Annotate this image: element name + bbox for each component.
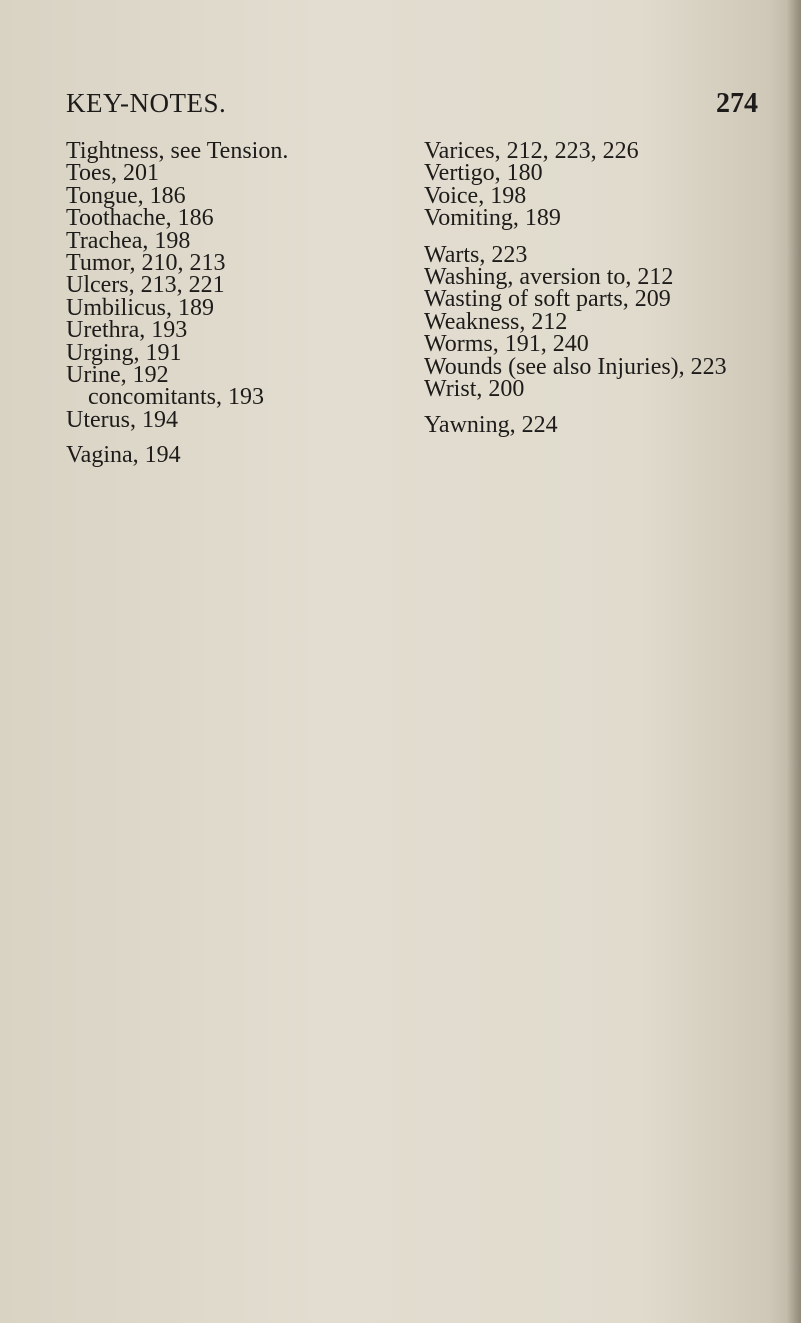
index-entry: Warts, 223 [424,241,528,268]
index-entry: Tongue, 186 [66,182,186,209]
index-entry: Uterus, 194 [66,406,178,433]
index-entry: Washing, aversion to, 212 [424,263,674,290]
running-head [66,88,758,124]
page-edge-shadow [787,0,801,1323]
index-entry: Toes, 201 [66,160,159,187]
page-number: 274 [716,88,758,119]
index-entry: Worms, 191, 240 [424,331,589,358]
index-entry: Vagina, 194 [66,442,181,469]
index-column-left [66,138,366,469]
index-entry: Vertigo, 180 [424,160,543,187]
index-entry: Umbilicus, 189 [66,294,214,321]
index-entry: Tumor, 210, 213 [66,249,226,276]
index-entry: Toothache, 186 [66,205,214,232]
index-entry: Voice, 198 [424,182,527,209]
index-entry: Ulcers, 213, 221 [66,272,225,299]
index-column-right [424,140,764,437]
index-subentry: concomitants, 193 [88,384,264,411]
index-entry: Wasting of soft parts, 209 [424,286,671,313]
index-entry: Weakness, 212 [424,308,568,335]
index-entry: Tightness, see Tension. [66,138,289,164]
index-entry: Urethra, 193 [66,317,188,344]
index-entry: Vomiting, 189 [424,205,561,232]
index-entry: Wrist, 200 [424,375,525,402]
index-entry: Trachea, 198 [66,227,191,254]
running-head-title: KEY-NOTES. [66,88,227,118]
index-entry: Urine, 192 [66,361,169,388]
index-entry: Yawning, 224 [424,412,558,439]
index-entry: Urging, 191 [66,339,182,366]
index-entry: Varices, 212, 223, 226 [424,138,639,164]
index-entry: Wounds (see also Injuries), 223 [424,353,727,380]
